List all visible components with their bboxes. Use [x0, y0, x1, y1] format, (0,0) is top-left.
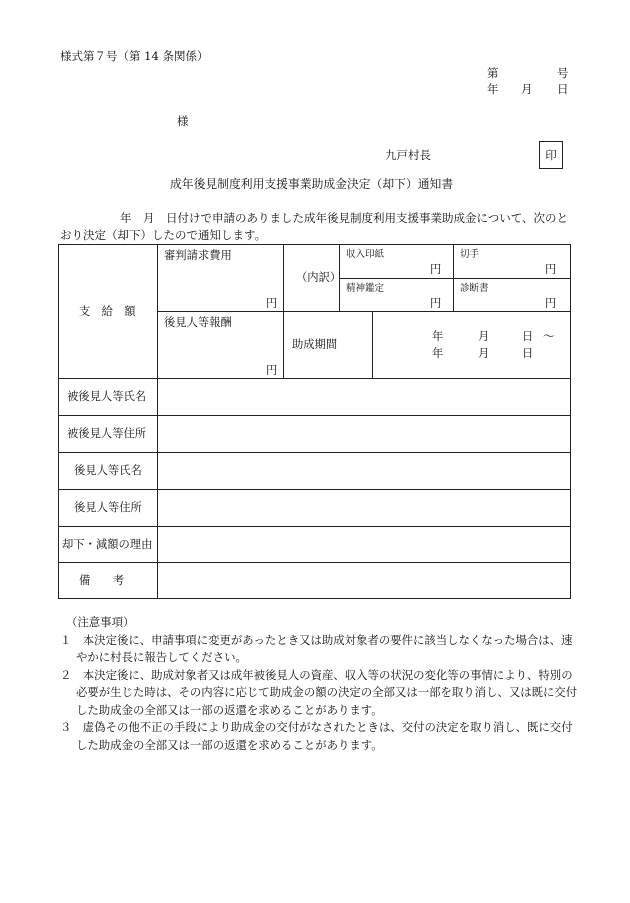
- addressee-suffix: 様: [177, 114, 189, 128]
- note-item-1: １ 本決定後に、申請事項に変更があったとき又は助成対象者の要件に該当しなくなった場合は、速やかに村長に報告してください。: [60, 632, 573, 664]
- period-tilde: ～: [543, 330, 555, 343]
- document-title: 成年後見制度利用支援事業助成金決定（却下）通知書: [170, 177, 454, 191]
- row-label-kokennin-address: 後見人等住所: [74, 501, 142, 514]
- doc-number-go: 号: [557, 66, 569, 80]
- note-item-2: ２ 本決定後に、助成対象者又は成年被後見人の資産、収入等の状況の変化等の事情により、特別の必要が生じた時は、その内容に応じて助成金の額の決定の全部又は一部を取り消し、又は既に交付した助成金の全部又は一部の返還を求めることがあります。: [60, 667, 578, 717]
- row-label-hikokennin-address: 被後見人等住所: [67, 427, 147, 440]
- table-border-bottom: [58, 598, 571, 599]
- subsidy-table: [58, 244, 571, 599]
- period-divider: [372, 311, 373, 378]
- date-gatsu: 月: [521, 82, 533, 96]
- josei-kikan-label: 助成期間: [292, 338, 338, 351]
- breakdown-bottom-line: [283, 311, 570, 312]
- seishin-kantei-yen: 円: [430, 297, 442, 310]
- kokennin-hoshu-label: 後見人等報酬: [164, 316, 232, 329]
- table-border-top: [58, 244, 571, 245]
- seal-box: [539, 141, 563, 169]
- doc-number-dai: 第: [487, 66, 499, 80]
- row-label-reason: 却下・減額の理由: [62, 538, 153, 551]
- intro-line-2: おり決定（却下）したので通知します。: [60, 228, 267, 242]
- period-start-nen: 年: [432, 330, 444, 343]
- row-line-5: [58, 526, 571, 527]
- table-border-left: [58, 244, 59, 599]
- shinpan-label: 審判請求費用: [164, 249, 232, 262]
- shikyu-gaku-label: 支 給 額: [79, 305, 136, 318]
- date-nichi: 日: [557, 82, 569, 96]
- seishin-kantei-label: 精神鑑定: [346, 283, 385, 294]
- period-start-gatsu: 月: [478, 330, 490, 343]
- period-end-nichi: 日: [522, 347, 534, 360]
- period-end-gatsu: 月: [478, 347, 490, 360]
- shindansho-label: 診断書: [460, 283, 489, 294]
- row-line-6: [58, 562, 571, 563]
- row-line-2: [58, 415, 571, 416]
- date-nen: 年: [487, 82, 499, 96]
- label-column-divider: [157, 244, 158, 599]
- issuer-name: 九戸村長: [385, 148, 431, 162]
- kokennin-hoshu-yen: 円: [266, 364, 278, 377]
- shinpan-bottom-line: [157, 311, 283, 312]
- table-border-right: [570, 244, 571, 599]
- shinpan-yen: 円: [266, 297, 278, 310]
- notes-heading: （注意事項）: [66, 615, 135, 629]
- notes-section: [60, 614, 580, 754]
- shunyu-inshi-yen: 円: [430, 263, 442, 276]
- shunyu-inshi-label: 収入印紙: [346, 249, 385, 260]
- row-label-biko: 備 考: [79, 574, 125, 587]
- row-line-3: [58, 452, 571, 453]
- period-end-nen: 年: [432, 347, 444, 360]
- kitte-yen: 円: [545, 263, 557, 276]
- form-label: 様式第７号（第 14 条関係）: [60, 49, 209, 63]
- kitte-label: 切手: [460, 249, 480, 260]
- shindansho-yen: 円: [545, 297, 557, 310]
- note-item-3: ３ 虚偽その他不正の手段により助成金の交付がなされたときは、交付の決定を取り消し、既に交付した助成金の全部又は一部の返還を求めることがあります。: [60, 720, 573, 752]
- intro-line-1: 年 月 日付けで申請のありました成年後見制度利用支援事業助成金について、次のと: [120, 211, 569, 225]
- row-label-hikokennin-name: 被後見人等氏名: [67, 390, 147, 403]
- row-line-4: [58, 489, 571, 490]
- row-line-1: [58, 378, 571, 379]
- breakdown-middle-line: [339, 278, 570, 279]
- seal-mark: 印: [545, 148, 557, 162]
- period-start-nichi: 日: [522, 330, 534, 343]
- uchiwake-label: （内訳）: [296, 271, 342, 284]
- row-label-kokennin-name: 後見人等氏名: [74, 464, 142, 477]
